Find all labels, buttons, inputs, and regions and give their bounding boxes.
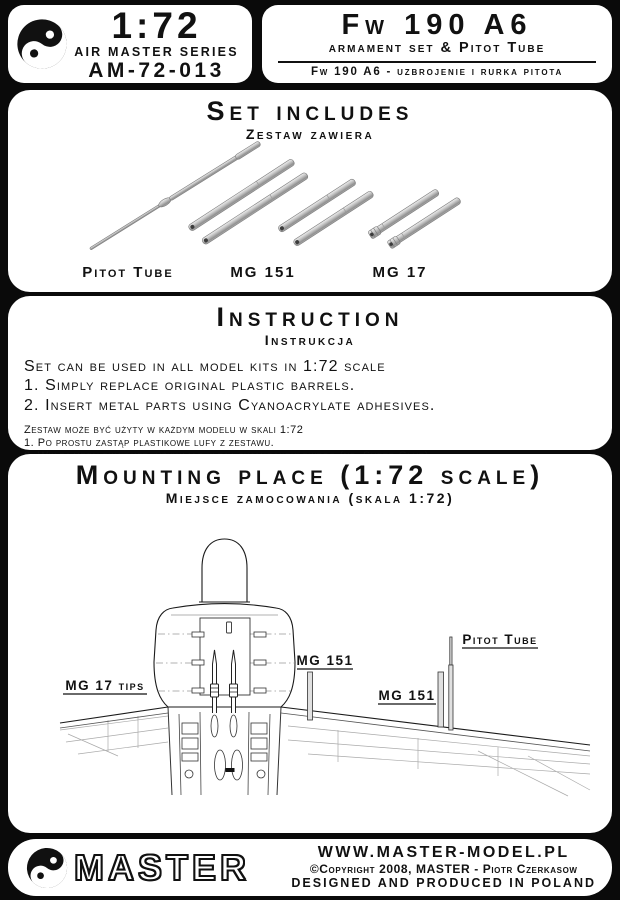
section-set-includes	[8, 90, 612, 292]
product-title-badge	[262, 5, 612, 83]
set-includes-heading: Set includes	[206, 96, 414, 126]
diagram-labels	[63, 632, 538, 704]
instruction-line: 1. Po prostu zastąp plastikowe lufy z zestawu.	[24, 437, 275, 449]
wing-leading-edges	[60, 707, 590, 745]
label-mg151-outer: MG 151	[378, 688, 436, 703]
label-pitot-tube: Pitot Tube	[462, 632, 538, 647]
cowling-outline	[154, 539, 295, 707]
section-mounting-place	[8, 454, 612, 833]
section-instruction	[8, 296, 612, 450]
product-subtitle: armament set & Pitot Tube	[328, 39, 546, 56]
left-wing-lines	[60, 716, 168, 756]
instruction-line: 1. Simply replace original plastic barrels.	[24, 377, 356, 395]
belly-marker	[226, 768, 235, 772]
pitot-base-drawing	[449, 665, 453, 730]
mg151-inner-barrel-drawing	[308, 672, 313, 720]
instruction-line: Set can be used in all model kits in 1:72 scale	[24, 357, 386, 375]
origin-text: DESIGNED AND PRODUCED IN POLAND	[291, 876, 596, 891]
mounting-heading: Mounting place (1:72 scale)	[75, 460, 545, 490]
title-divider	[278, 61, 596, 63]
brand-badge	[8, 5, 252, 83]
scale-text: 1:72	[111, 5, 202, 47]
brand-logo-icon	[15, 14, 69, 74]
product-title: Fw 190 A6	[341, 9, 533, 41]
product-code-text: AM-72-013	[88, 58, 225, 82]
mg151-outer-barrel-drawing	[438, 672, 444, 727]
instruction-line: 2. Insert metal parts using Cyanoacrylate adhesives.	[24, 396, 436, 414]
footer-logo-icon	[25, 845, 69, 891]
belly-outline	[168, 707, 281, 795]
label-mg17-tips: MG 17 tips	[65, 678, 145, 693]
set-includes-heading-pl: Zestaw zawiera	[245, 125, 375, 142]
part-label-pitot: Pitot Tube	[82, 264, 174, 281]
instruction-heading: Instruction	[216, 302, 404, 332]
pitot-tip-drawing	[450, 637, 452, 665]
part-label-mg151: MG 151	[230, 264, 296, 281]
brand-wordmark: MASTER	[74, 846, 250, 888]
mounting-heading-pl: Miejsce zamocowania (skala 1:72)	[165, 489, 455, 506]
spinner-dome	[202, 539, 247, 602]
label-mg151-inner: MG 151	[296, 653, 354, 668]
instruction-heading-pl: Instrukcja	[264, 331, 356, 348]
wheel-well-details	[182, 715, 267, 780]
metal-parts-photo	[8, 90, 612, 292]
instruction-text-en	[24, 357, 612, 416]
footer	[8, 839, 612, 896]
product-subtitle-pl: Fw 190 A6 - uzbrojenie i rurka pitota	[310, 65, 564, 78]
mounted-barrels	[308, 637, 454, 730]
website-text: WWW.MASTER-MODEL.PL	[317, 844, 570, 862]
mounting-diagram	[8, 504, 612, 824]
copyright-text: ©Copyright 2008, MASTER - Piotr Czerkasow	[309, 861, 578, 876]
series-text: AIR MASTER SERIES	[74, 45, 239, 60]
part-label-mg17: MG 17	[372, 264, 428, 281]
instruction-line: Zestaw może być użyty w każdym modelu w skali 1:72	[24, 424, 304, 437]
right-wing-lines	[288, 726, 590, 796]
